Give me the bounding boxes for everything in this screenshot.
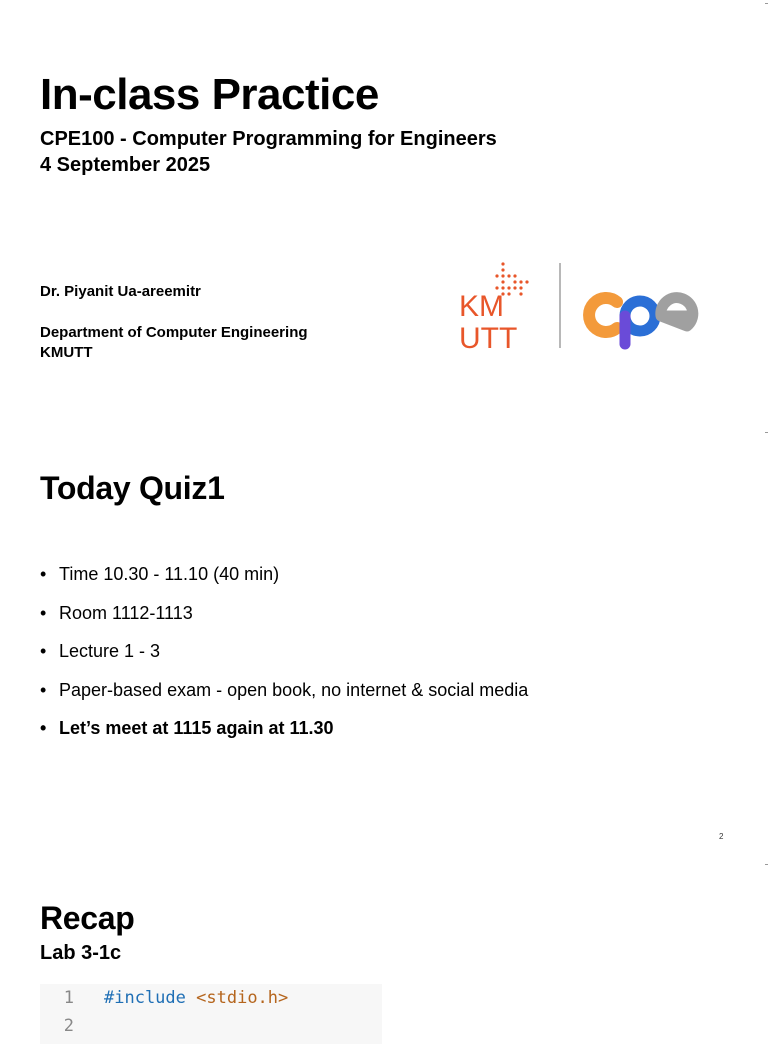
line-number: 1 — [63, 988, 74, 1008]
department-name: Department of Computer Engineering — [40, 324, 308, 341]
lecture-date: 4 September 2025 — [40, 154, 211, 176]
kmutt-text-utt: UTT — [459, 322, 518, 355]
slide-recap — [0, 864, 768, 1036]
cpe-e-icon — [661, 298, 693, 326]
kmutt-logo — [459, 262, 529, 355]
code-line — [40, 1012, 382, 1040]
university-name: KMUTT — [40, 344, 93, 361]
code-line — [40, 984, 382, 1012]
slide-subheading: Lab 3-1c — [40, 942, 122, 964]
department-block — [40, 323, 308, 363]
slide-quiz — [0, 432, 768, 864]
slide-title — [0, 0, 768, 432]
list-item: • Lecture 1 - 3 — [40, 639, 528, 678]
kmutt-text-km: KM — [459, 290, 504, 323]
code-directive: #include — [104, 988, 186, 1008]
cpe-c-icon — [589, 298, 617, 332]
list-item: • Let’s meet at 1115 again at 11.30 — [40, 716, 528, 755]
slide-heading: Recap — [40, 900, 135, 936]
line-number: 2 — [63, 1016, 74, 1036]
code-include-arg: <stdio.h> — [196, 988, 289, 1008]
course-name: CPE100 - Computer Programming for Engineers — [40, 128, 497, 150]
list-item: • Time 10.30 - 11.10 (40 min) — [40, 562, 528, 601]
code-block — [40, 984, 382, 1044]
author-name: Dr. Piyanit Ua-areemitr — [40, 283, 201, 300]
list-item: • Room 1112-1113 — [40, 601, 528, 640]
list-item: • Paper-based exam - open book, no internet & social media — [40, 678, 528, 717]
page-number: 2 — [719, 832, 724, 841]
page-title: In-class Practice — [40, 70, 379, 119]
cpe-logo — [589, 298, 693, 344]
course-subtitle — [40, 126, 497, 178]
quiz-details-list — [40, 562, 528, 755]
kmutt-cpe-logos — [455, 258, 715, 358]
code-text — [104, 984, 288, 1012]
slide-heading: Today Quiz1 — [40, 470, 225, 506]
